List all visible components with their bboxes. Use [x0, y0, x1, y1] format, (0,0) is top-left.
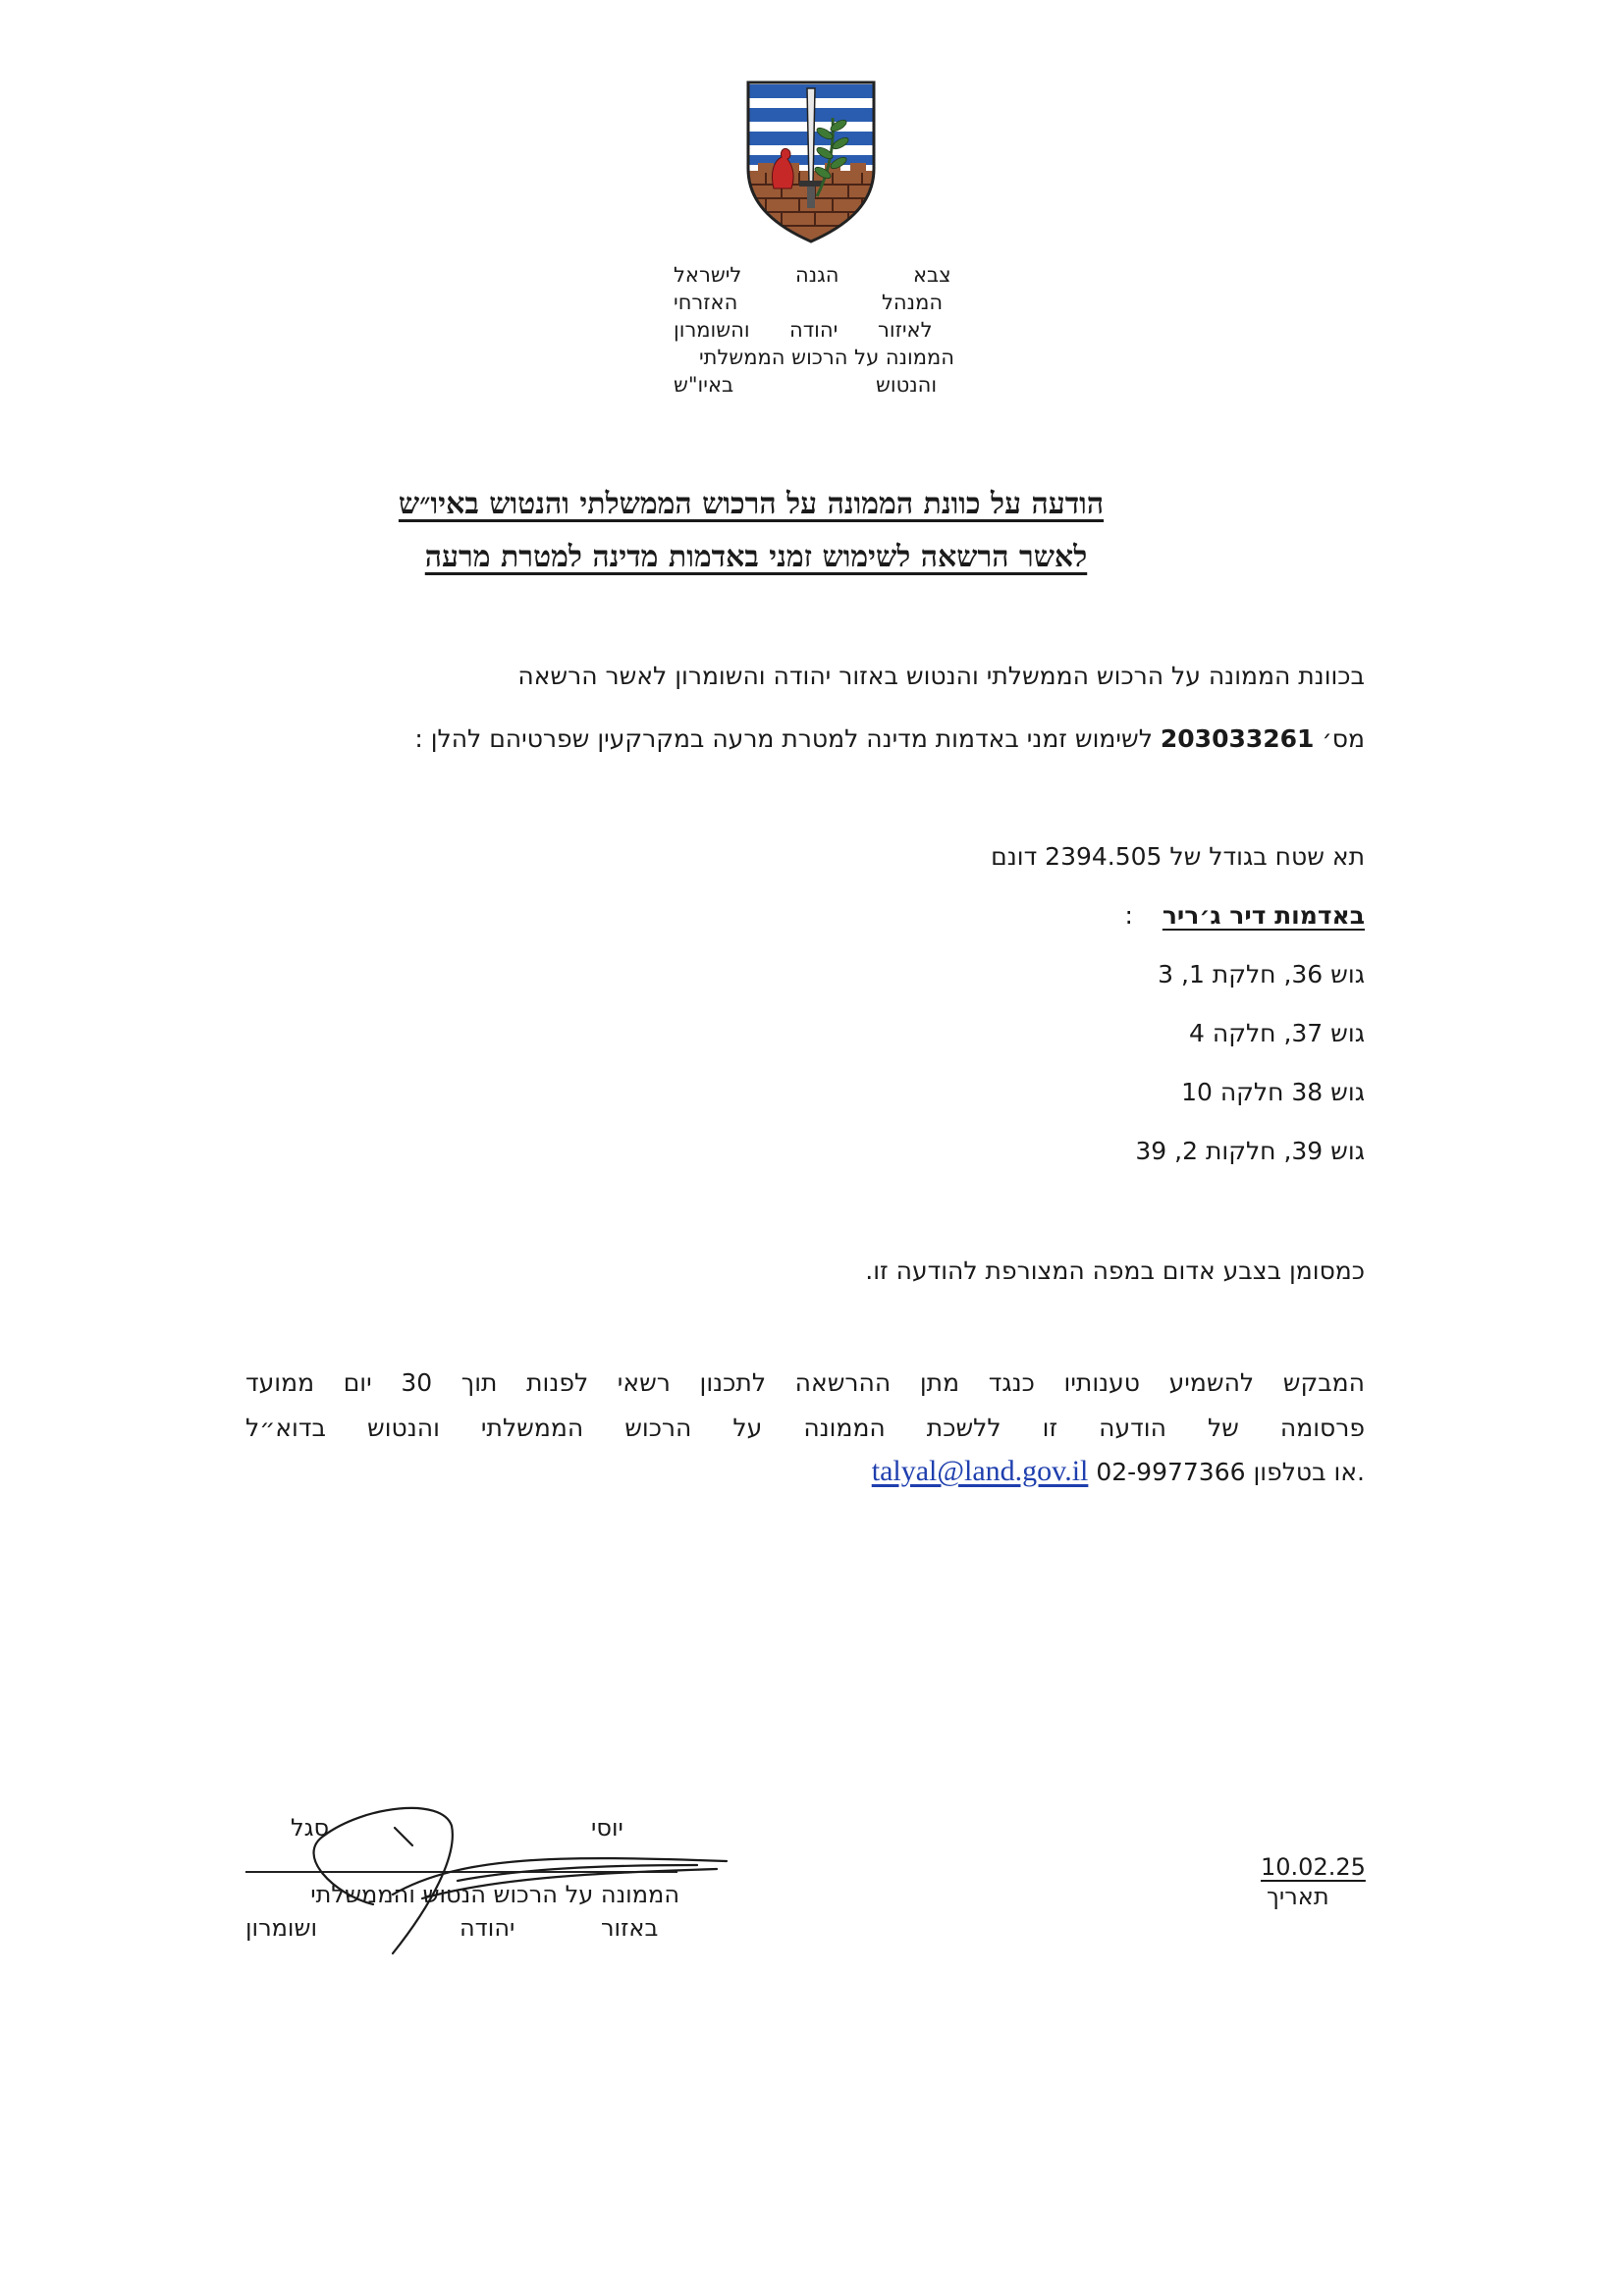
- parcel-item: גוש 36, חלקת 1, 3: [1158, 960, 1365, 988]
- title-line1: הודעה על כוונת הממונה על הרכוש הממשלתי והנטוש באיו״ש: [398, 487, 1105, 521]
- header-line3-mid: יהודה: [789, 318, 839, 342]
- date-value: 10.02.25: [1261, 1853, 1366, 1881]
- intro-line2: [236, 724, 1365, 754]
- objection-line2: פרסומה של הודעה זו ללשכת הממונה על הרכוש הממשלתי והנטוש בדוא״ל: [245, 1414, 1365, 1442]
- header-line1-mid: הגנה: [795, 263, 839, 287]
- email-link[interactable]: talyal@land.gov.il: [871, 1455, 1089, 1487]
- land-heading: [785, 901, 1365, 931]
- signer-first-name: יוסי: [591, 1814, 623, 1842]
- parcel-item: גוש 38 חלקה 10: [1181, 1078, 1365, 1106]
- objection-line3: [589, 1457, 1365, 1487]
- handwritten-signature: [226, 1787, 736, 1973]
- header-line1-left: לישראל: [674, 263, 742, 287]
- civil-administration-emblem: [744, 79, 878, 245]
- land-colon: :: [1124, 901, 1133, 930]
- header-line3-right: לאיזור: [878, 318, 933, 342]
- signer-role-line1: הממונה על הרכוש הנטוש והממשלתי: [310, 1881, 679, 1908]
- objection-line1: המבקש להשמיע טענותיו כנגד מתן ההרשאה לתכנון רשאי לפנות תוך 30 יום ממועד: [245, 1368, 1365, 1397]
- header-line1-right: צבא: [913, 263, 951, 287]
- title-line2: לאשר הרשאה לשימוש זמני באדמות מדינה למטרת מרעה: [424, 540, 1088, 574]
- land-label: באדמות דיר ג׳ריר: [1162, 901, 1365, 930]
- permit-number: 203033261: [1160, 724, 1315, 753]
- header-line3-left: והשומרון: [674, 318, 750, 342]
- intro-line2-suffix: לשימוש זמני באדמות מדינה למטרת מרעה במקרקעין שפרטיהם להלן :: [414, 724, 1153, 753]
- signer-role-region: באזור: [601, 1914, 659, 1942]
- header-line5-left: באיו"ש: [674, 373, 734, 397]
- signer-last-name: סגל: [291, 1814, 330, 1842]
- signer-role-judea: יהודה: [460, 1914, 515, 1942]
- date-label: תאריך: [1267, 1883, 1329, 1910]
- area-size: תא שטח בגודל של 2394.505 דונם: [991, 842, 1365, 871]
- intro-line1: בכוונת הממונה על הרכוש הממשלתי והנטוש באזור יהודה והשומרון לאשר הרשאה: [517, 662, 1365, 690]
- map-note: כמסומן בצבע אדום במפה המצורפת להודעה זו.: [865, 1256, 1365, 1285]
- phone-text: או בטלפון 02-9977366.: [1096, 1458, 1365, 1486]
- header-line5-right: והנטוש: [876, 373, 938, 397]
- intro-permit-prefix: מס׳: [1322, 724, 1365, 753]
- header-line2-left: האזרחי: [674, 291, 738, 314]
- parcel-item: גוש 39, חלקות 2, 39: [1135, 1137, 1365, 1165]
- header-line2-right: המנהל: [882, 291, 944, 314]
- parcel-item: גוש 37, חלקה 4: [1189, 1019, 1365, 1047]
- signer-role-samaria: ושומרון: [245, 1914, 318, 1942]
- header-line4: הממונה על הרכוש הממשלתי: [698, 346, 954, 369]
